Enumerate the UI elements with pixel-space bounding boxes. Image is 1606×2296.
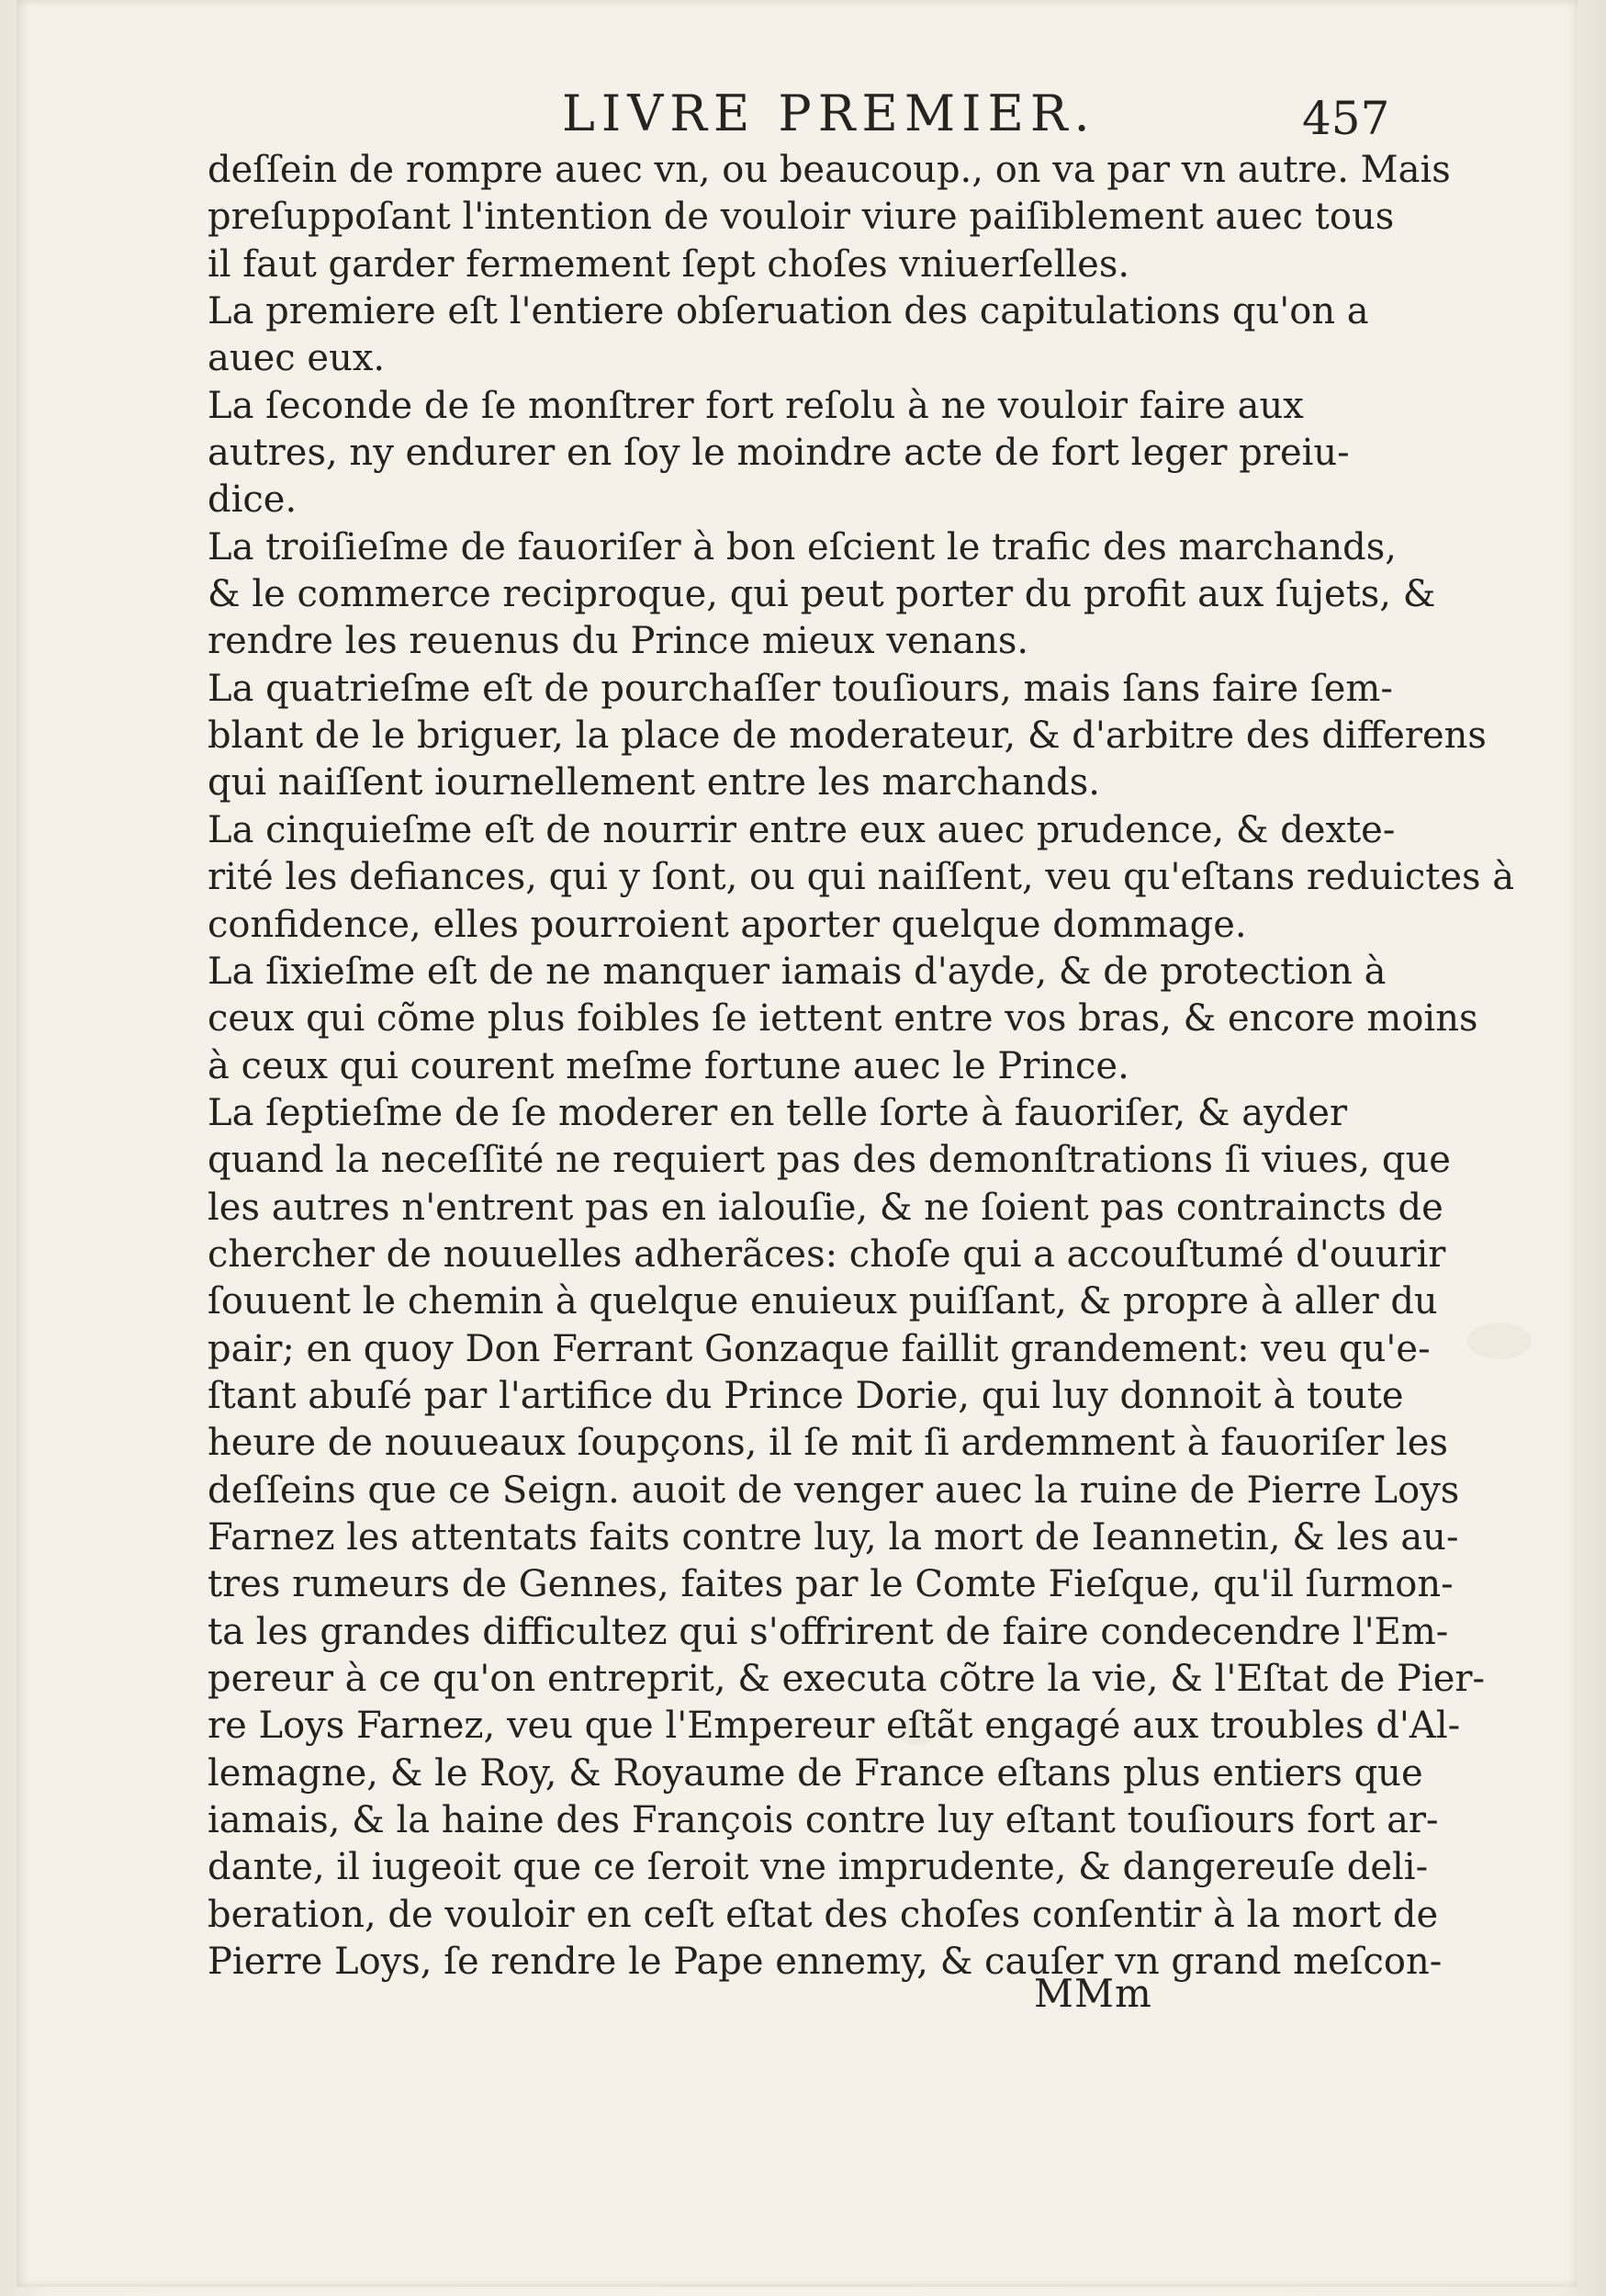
- text-line: confidence, elles pourroient aporter quelque dommage.: [208, 903, 1247, 946]
- text-line: re Loys Farnez, veu que l'Empereur eſtãt engagé aux troubles d'Al-: [208, 1705, 1461, 1748]
- text-line: La cinquieſme eſt de nourrir entre eux auec prudence, & dexte-: [208, 808, 1396, 851]
- text-line: il faut garder fermement ſept choſes vniuerſelles.: [208, 242, 1130, 286]
- text-line: Pierre Loys, ſe rendre le Pape ennemy, & cauſer vn grand meſcon-: [208, 1941, 1443, 1984]
- text-line: rendre les reuenus du Prince mieux venans.: [208, 620, 1029, 663]
- text-line: ta les grandes difficultez qui s'offrirent de faire condecendre l'Em-: [208, 1610, 1449, 1653]
- text-line: deſſeins que ce Seign. auoit de venger auec la ruine de Pierre Loys: [208, 1469, 1460, 1512]
- text-line: dante, il iugeoit que ce ſeroit vne imprudente, & dangereuſe deli-: [208, 1846, 1429, 1889]
- text-line: La ſixieſme eſt de ne manquer iamais d'ayde, & de protection à: [208, 950, 1387, 993]
- text-line: ſouuent le chemin à quelque enuieux puiſſant, & propre à aller du: [208, 1280, 1438, 1323]
- text-line: à ceux qui courent meſme fortune auec le Prince.: [208, 1044, 1129, 1087]
- body-text: [208, 147, 1515, 1986]
- text-line: quand la neceſſité ne requiert pas des demonſtrations ſi viues, que: [208, 1139, 1451, 1182]
- page-title: LIVRE PREMIER.: [562, 84, 1096, 142]
- paper-stain: [1467, 1322, 1532, 1359]
- text-line: preſuppoſant l'intention de vouloir viure paiſiblement auec tous: [208, 196, 1395, 239]
- text-line: rité les defiances, qui y ſont, ou qui naiſſent, veu qu'eſtans reduictes à: [208, 856, 1515, 899]
- text-line: deſſein de rompre auec vn, ou beaucoup., on va par vn autre. Mais: [208, 149, 1451, 191]
- text-line: pereur à ce qu'on entreprit, & executa cõtre la vie, & l'Eſtat de Pier-: [208, 1658, 1486, 1700]
- text-line: & le commerce reciproque, qui peut porter du profit aux ſujets, &: [208, 573, 1436, 616]
- text-line: autres, ny endurer en ſoy le moindre acte de fort leger preiu-: [208, 432, 1350, 475]
- text-line: Farnez les attentats faits contre luy, la mort de Ieannetin, & les au-: [208, 1515, 1459, 1559]
- text-line: La troiſieſme de fauoriſer à bon eſcient le trafic des marchands,: [208, 525, 1397, 568]
- text-line: beration, de vouloir en ceſt eſtat des choſes conſentir à la mort de: [208, 1893, 1439, 1936]
- text-line: chercher de nouuelles adherãces: choſe qui a accouſtumé d'ouurir: [208, 1232, 1446, 1276]
- text-line: lemagne, & le Roy, & Royaume de France eſtans plus entiers que: [208, 1751, 1423, 1795]
- text-line: La premiere eſt l'entiere obſeruation des capitulations qu'on a: [208, 290, 1369, 333]
- page-number: 457: [1302, 92, 1390, 145]
- text-line: heure de nouueaux ſoupçons, il ſe mit ſi ardemment à fauoriſer les: [208, 1422, 1448, 1465]
- text-line: qui naiſſent iournellement entre les marchands.: [208, 761, 1100, 805]
- text-line: blant de le briguer, la place de moderateur, & d'arbitre des differens: [208, 715, 1487, 758]
- text-line: ſtant abuſé par l'artifice du Prince Dorie, qui luy donnoit à toute: [208, 1374, 1404, 1417]
- text-line: La ſeconde de ſe monſtrer fort reſolu à ne vouloir faire aux: [208, 384, 1304, 427]
- text-line: tres rumeurs de Gennes, faites par le Comte Fieſque, qu'il ſurmon-: [208, 1563, 1454, 1606]
- text-line: les autres n'entrent pas en ialouſie, & ne ſoient pas contraincts de: [208, 1186, 1443, 1229]
- catchword: MMm: [1034, 1971, 1152, 2016]
- text-line: pair; en quoy Don Ferrant Gonzaque faillit grandement: veu qu'e-: [208, 1327, 1431, 1370]
- text-line: ceux qui cõme plus foibles ſe iettent entre vos bras, & encore moins: [208, 997, 1478, 1041]
- text-line: La quatrieſme eſt de pourchaſſer touſiours, mais ſans faire ſem-: [208, 667, 1393, 710]
- text-line: auec eux.: [208, 337, 386, 380]
- text-line: dice.: [208, 478, 298, 522]
- text-line: La ſeptieſme de ſe moderer en telle ſorte à fauoriſer, & ayder: [208, 1091, 1348, 1134]
- text-line: iamais, & la haine des François contre luy eſtant touſiours fort ar-: [208, 1799, 1439, 1842]
